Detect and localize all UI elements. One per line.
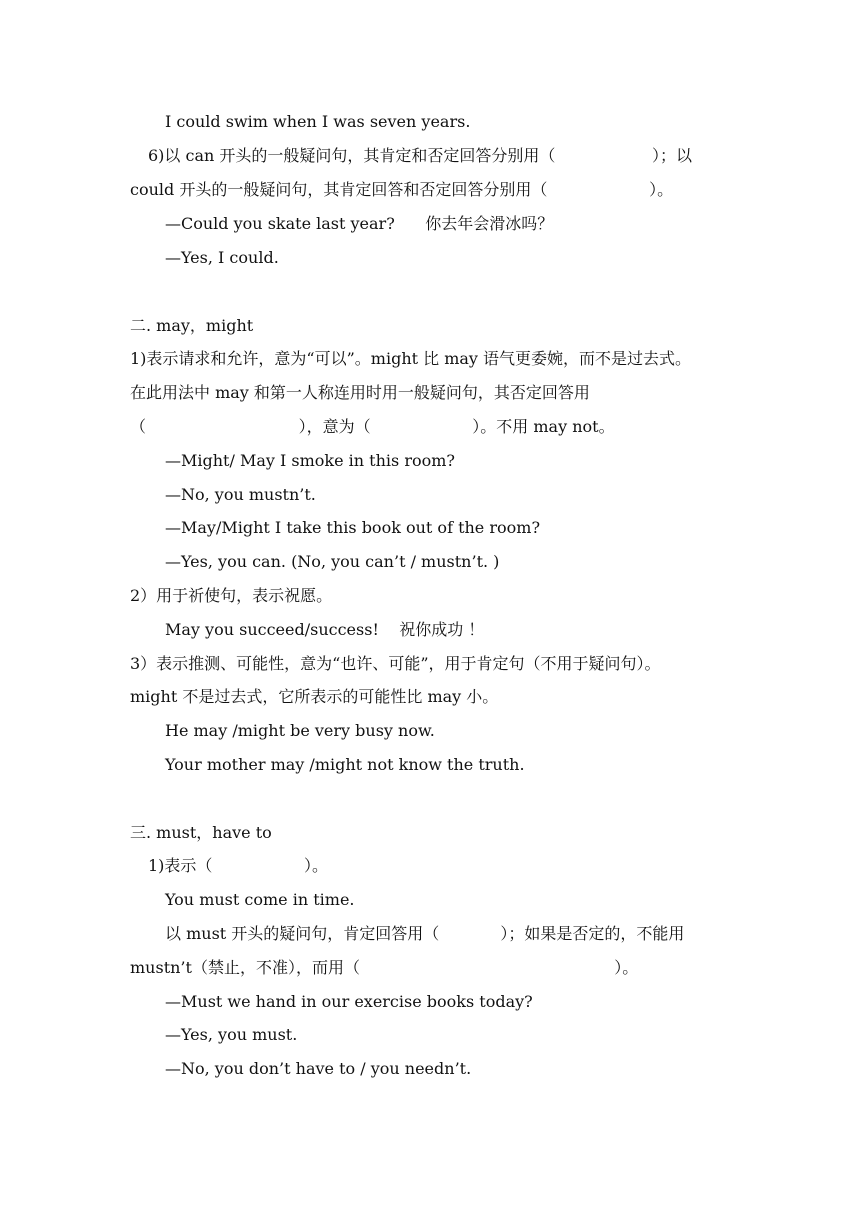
rule-2-line-2: mustn’t（禁止，不准），而用（ ）。 bbox=[130, 958, 639, 977]
example-question: —Might/ May I smoke in this room? bbox=[165, 451, 455, 470]
example-answer: —Yes, you can. (No, you can’t / mustn’t. ) bbox=[165, 552, 500, 571]
rule-2-line-1: 以 must 开头的疑问句，肯定回答用（ ）；如果是否定的，不能用 bbox=[165, 924, 685, 943]
rule-1: 1)表示（ ）。 bbox=[148, 856, 328, 875]
example-answer: —Yes, I could. bbox=[165, 248, 279, 267]
rule-2: 2）用于祈使句，表示祝愿。 bbox=[130, 586, 333, 605]
example-question: —May/Might I take this book out of the room? bbox=[165, 518, 541, 537]
example-question: —Could you skate last year? 你去年会滑冰吗？ bbox=[165, 214, 554, 233]
section-heading-must-have-to: 三. must，have to bbox=[130, 823, 272, 842]
rule-3-line-2: might 不是过去式，它所表示的可能性比 may 小。 bbox=[130, 687, 499, 706]
rule-1-line-1: 1)表示请求和允许，意为“可以”。might 比 may 语气更委婉，而不是过去式。 bbox=[130, 349, 692, 368]
rule-6-line-2: could 开头的一般疑问句，其肯定回答和否定回答分别用（ ）。 bbox=[130, 180, 674, 199]
example-sentence: I could swim when I was seven years. bbox=[165, 112, 471, 131]
rule-6-line-1: 6)以 can 开头的一般疑问句，其肯定和否定回答分别用（ ）；以 bbox=[148, 146, 693, 165]
example-sentence: Your mother may /might not know the truth. bbox=[165, 755, 525, 774]
example-answer: —No, you don’t have to / you needn’t. bbox=[165, 1059, 472, 1078]
section-heading-may-might: 二. may，might bbox=[130, 316, 254, 335]
example-sentence: You must come in time. bbox=[165, 890, 355, 909]
example-question: —Must we hand in our exercise books today? bbox=[165, 992, 533, 1011]
example-sentence: May you succeed/success! 祝你成功 ！ bbox=[165, 620, 485, 639]
rule-1-line-3: （ ），意为（ ）。不用 may not。 bbox=[130, 417, 615, 436]
rule-1-line-2: 在此用法中 may 和第一人称连用时用一般疑问句，其否定回答用 bbox=[130, 383, 590, 402]
rule-3-line-1: 3）表示推测、可能性，意为“也许、可能”，用于肯定句（不用于疑问句）。 bbox=[130, 654, 661, 673]
example-answer: —No, you mustn’t. bbox=[165, 485, 316, 504]
example-sentence: He may /might be very busy now. bbox=[165, 721, 435, 740]
example-answer: —Yes, you must. bbox=[165, 1025, 298, 1044]
